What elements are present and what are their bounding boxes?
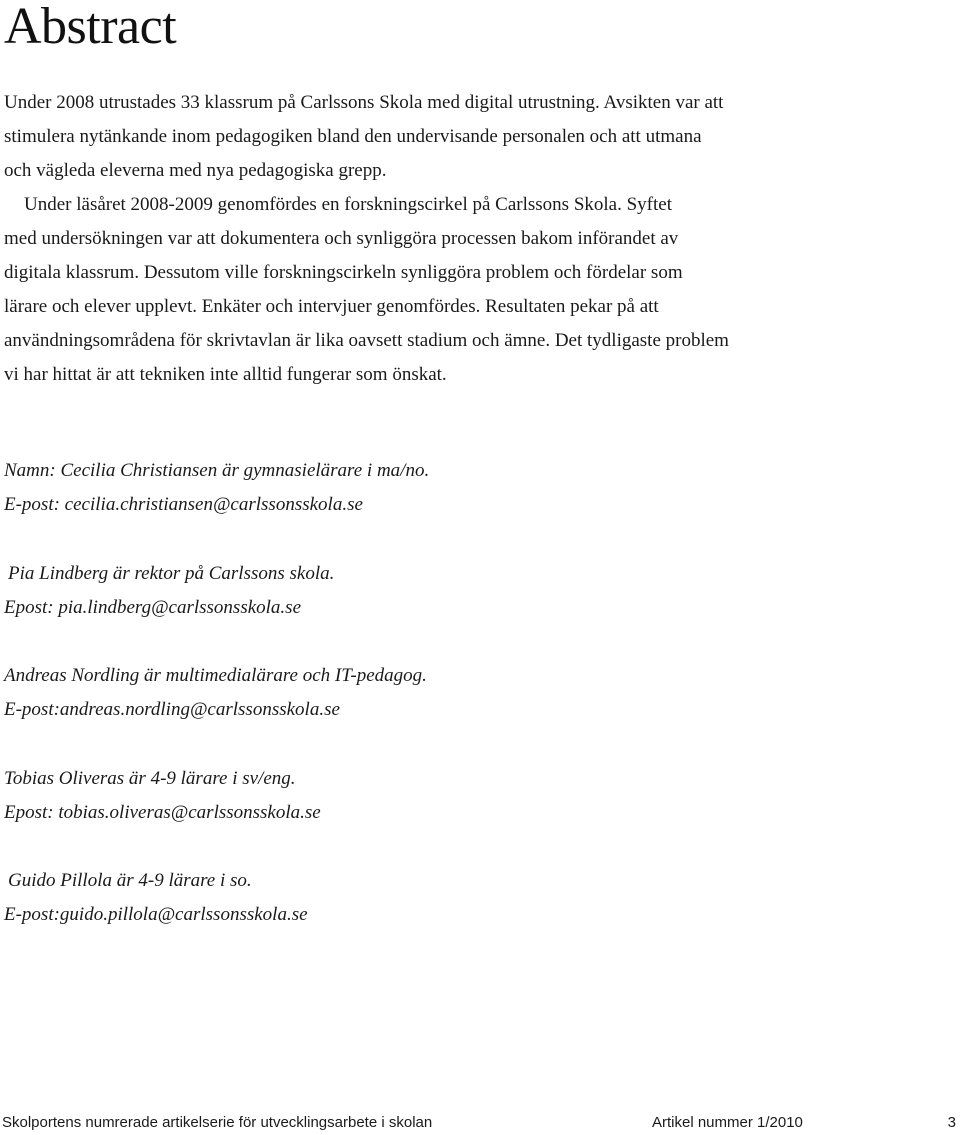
author-description: Namn: Cecilia Christiansen är gymnasielärare i ma/no. [4,460,430,481]
author-email: E-post: cecilia.christiansen@carlssonsskola.se [4,494,363,515]
author-description: Guido Pillola är 4-9 lärare i so. [8,870,252,891]
page-footer [0,1112,960,1134]
abstract-line: stimulera nytänkande inom pedagogiken bland den undervisande personalen och att utmana [4,126,702,147]
abstract-line: Under läsåret 2008-2009 genomfördes en forskningscirkel på Carlssons Skola. Syftet [24,194,672,215]
author-block-nordling [4,659,427,727]
abstract-line: Under 2008 utrustades 33 klassrum på Carlssons Skola med digital utrustning. Avsikten var att [4,92,724,113]
footer-page-number: 3 [947,1114,956,1131]
author-block-lindberg [4,557,334,625]
author-email: Epost: tobias.oliveras@carlssonsskola.se [4,802,321,823]
author-description: Pia Lindberg är rektor på Carlssons skola. [8,563,335,584]
author-email: E-post:guido.pillola@carlssonsskola.se [4,904,308,925]
author-block-christiansen [4,454,429,522]
footer-series-title: Skolportens numrerade artikelserie för utvecklingsarbete i skolan [2,1114,433,1131]
abstract-line: vi har hittat är att tekniken inte alltid fungerar som önskat. [4,364,447,385]
author-description: Tobias Oliveras är 4-9 lärare i sv/eng. [4,768,296,789]
abstract-body [4,86,904,392]
author-description: Andreas Nordling är multimedialärare och IT-pedagog. [4,665,427,686]
abstract-line: och vägleda eleverna med nya pedagogiska grepp. [4,160,387,181]
abstract-line: användningsområdena för skrivtavlan är lika oavsett stadium och ämne. Det tydligaste problem [4,330,729,351]
abstract-line: med undersökningen var att dokumentera och synliggöra processen bakom införandet av [4,228,679,249]
author-email: E-post:andreas.nordling@carlssonsskola.se [4,699,340,720]
page-title: Abstract [4,0,177,55]
footer-issue-number: Artikel nummer 1/2010 [652,1114,803,1131]
abstract-line: digitala klassrum. Dessutom ville forskningscirkeln synliggöra problem och fördelar som [4,262,683,283]
abstract-line: lärare och elever upplevt. Enkäter och intervjuer genomfördes. Resultaten pekar på att [4,296,659,317]
author-block-pillola [4,864,308,932]
author-block-oliveras [4,762,321,830]
author-email: Epost: pia.lindberg@carlssonsskola.se [4,597,302,618]
